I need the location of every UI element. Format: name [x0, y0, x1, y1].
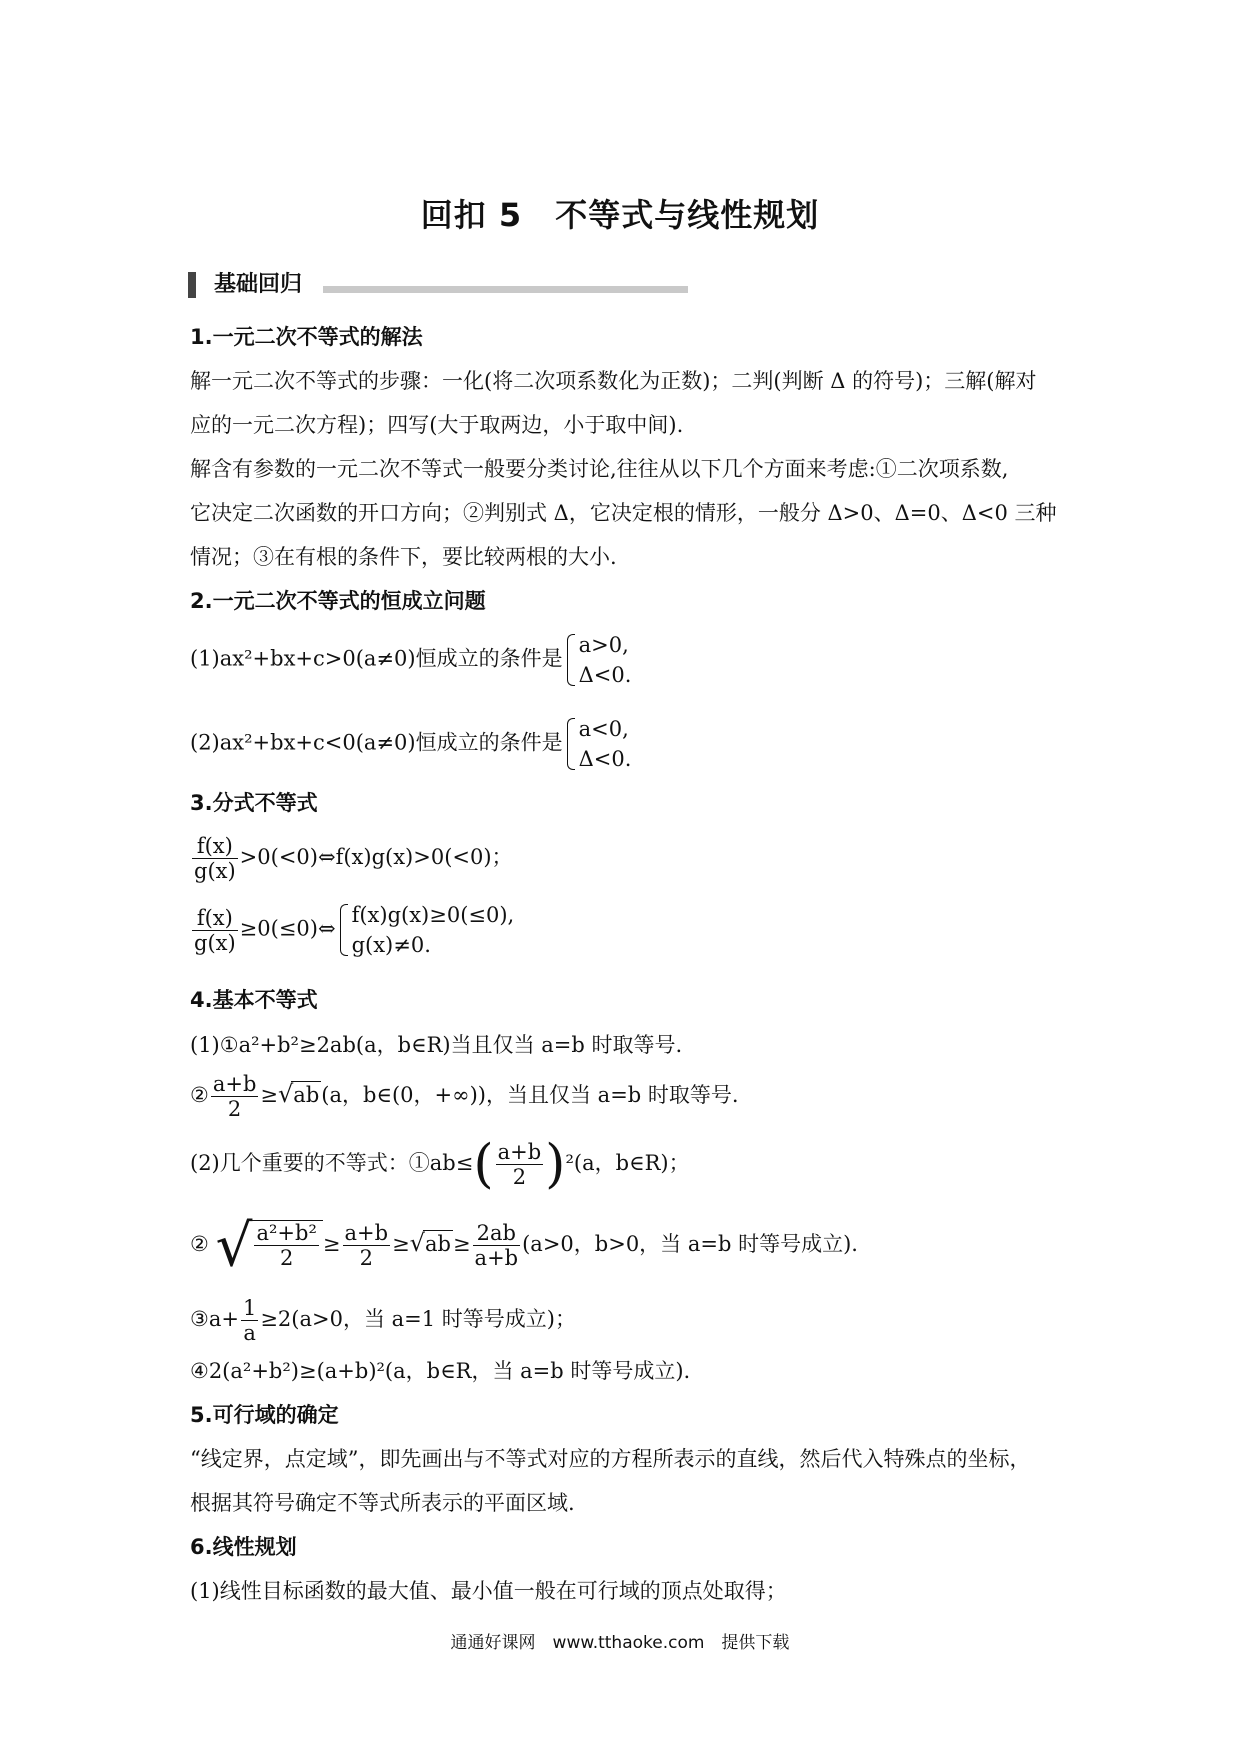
formula-text: ≥2(a>0，当 a=1 时等号成立)； [260, 1307, 576, 1331]
formula-mean-chain: ② √ $\frac{\text{a²+b²}}{2}$ ≥ $\frac{a+b}{2}$ ≥√ab≥ $\frac{2ab}{a+b}$ (a>0，b>0，当 a=b 时等号成立). [190, 1211, 858, 1280]
fraction [211, 1072, 259, 1121]
denominator: 2 [280, 1246, 294, 1270]
radical-sign: √ [278, 1080, 294, 1108]
section-rule [323, 286, 688, 293]
numerator: f(x) [192, 906, 238, 931]
paragraph-line: 根据其符号确定不等式所表示的平面区域. [190, 1491, 575, 1515]
radicand: ab [424, 1232, 451, 1256]
formula-text: (2)几个重要的不等式：①ab≤ [190, 1151, 474, 1175]
page-title: 回扣 5 不等式与线性规划 [420, 196, 820, 234]
fraction [192, 834, 238, 883]
formula-text: (a，b∈(0，+∞))，当且仅当 a=b 时取等号. [321, 1083, 739, 1107]
numerator: a²+b² [256, 1221, 317, 1245]
numerator: f(x) [192, 834, 238, 859]
paragraph-line: (1)线性目标函数的最大值、最小值一般在可行域的顶点处取得； [190, 1579, 787, 1603]
numerator: a+b [497, 1140, 542, 1164]
section-marker-bar [188, 272, 196, 298]
formula-text: ② [190, 1232, 209, 1256]
heading-fractional-inequality: 3.分式不等式 [190, 791, 318, 815]
fraction [343, 1221, 391, 1270]
fraction [473, 1221, 521, 1270]
right-paren: ) [545, 1134, 566, 1195]
paragraph-line: 解一元二次不等式的步骤：一化(将二次项系数化为正数)；二判(判断 Δ 的符号)；三解(解对 [190, 369, 1037, 393]
denominator: g(x) [194, 930, 236, 955]
section-label: 基础回归 [214, 272, 303, 297]
fraction [241, 1296, 258, 1345]
brace-system [336, 900, 515, 960]
brace-system [563, 714, 632, 774]
brace-line: f(x)g(x)≥0(≤0), [351, 903, 515, 927]
heading-linear-programming: 6.线性规划 [190, 1535, 297, 1559]
numerator: 2ab [473, 1221, 521, 1246]
formula-text: (2)ax²+bx+c<0(a≠0)恒成立的条件是 [190, 730, 563, 755]
fraction [496, 1140, 544, 1189]
paragraph-line: 它决定二次函数的开口方向；②判别式 Δ，它决定根的情形，一般分 Δ>0、Δ=0、Δ<0 三种 [190, 501, 1057, 525]
brace-system [563, 630, 632, 690]
formula-important-1 [190, 1134, 690, 1195]
heading-feasible-region: 5.可行域的确定 [190, 1403, 339, 1427]
formula-reciprocal [190, 1296, 576, 1345]
formula-text: ③a+ [190, 1307, 239, 1331]
fraction [192, 906, 238, 955]
brace-line: a<0, [578, 717, 629, 741]
formula-am-gm: ② $\frac{a+b}{2}$ ≥√ab(a，b∈(0，+∞))，当且仅当 a=b 时取等号. [190, 1072, 739, 1121]
formula-text: (1)ax²+bx+c>0(a≠0)恒成立的条件是 [190, 646, 563, 671]
paragraph-line: 应的一元二次方程)；四写(大于取两边，小于取中间). [190, 413, 684, 437]
denominator: 2 [227, 1097, 242, 1121]
formula-line: (1)①a²+b²≥2ab(a，b∈R)当且仅当 a=b 时取等号. [190, 1033, 683, 1057]
heading-always-true: 2.一元二次不等式的恒成立问题 [190, 589, 486, 613]
formula-text: ²(a，b∈R)； [565, 1151, 690, 1175]
paragraph-line: “线定界，点定域”，即先画出与不等式对应的方程所表示的直线，然后代入特殊点的坐标， [190, 1447, 1031, 1471]
formula-fraction-1 [190, 834, 513, 883]
heading-basic-inequality: 4.基本不等式 [190, 988, 318, 1012]
denominator: a [243, 1321, 256, 1345]
left-paren: ( [473, 1134, 494, 1195]
formula-condition-1 [190, 630, 631, 690]
brace-line: Δ<0. [578, 747, 632, 771]
footer-credit: 通通好课网 www.tthaoke.com 提供下载 [450, 1633, 790, 1653]
brace-line: g(x)≠0. [351, 933, 431, 957]
formula-text: (a>0，b>0，当 a=b 时等号成立). [522, 1232, 858, 1256]
formula-line: ④2(a²+b²)≥(a+b)²(a，b∈R，当 a=b 时等号成立). [190, 1359, 691, 1383]
big-radical-sign: √ [215, 1211, 253, 1280]
formula-condition-2 [190, 714, 631, 774]
formula-text: ② [190, 1083, 209, 1107]
brace-line: a>0, [578, 633, 629, 657]
radicand [250, 1220, 322, 1270]
radical-sign: √ [409, 1229, 425, 1257]
denominator: 2 [512, 1165, 527, 1189]
section-header [188, 270, 688, 300]
formula-fraction-2 [190, 900, 514, 960]
denominator: 2 [359, 1246, 373, 1270]
radicand: ab [293, 1083, 320, 1107]
brace-line: Δ<0. [578, 663, 632, 687]
paragraph-line: 情况；③在有根的条件下，要比较两根的大小. [190, 545, 617, 569]
numerator: a+b [344, 1221, 389, 1245]
heading-quadratic-inequality: 1.一元二次不等式的解法 [190, 325, 423, 349]
formula-text: >0(<0)⇔f(x)g(x)>0(<0)； [239, 845, 513, 869]
fraction [254, 1221, 318, 1270]
denominator: g(x) [194, 859, 236, 883]
formula-text: ≥0(≤0)⇔ [239, 916, 336, 941]
denominator: a+b [474, 1246, 519, 1270]
paragraph-line: 解含有参数的一元二次不等式一般要分类讨论,往往从以下几个方面来考虑:①二次项系数, [190, 457, 1009, 481]
numerator: 1 [242, 1296, 257, 1320]
numerator: a+b [212, 1072, 257, 1096]
